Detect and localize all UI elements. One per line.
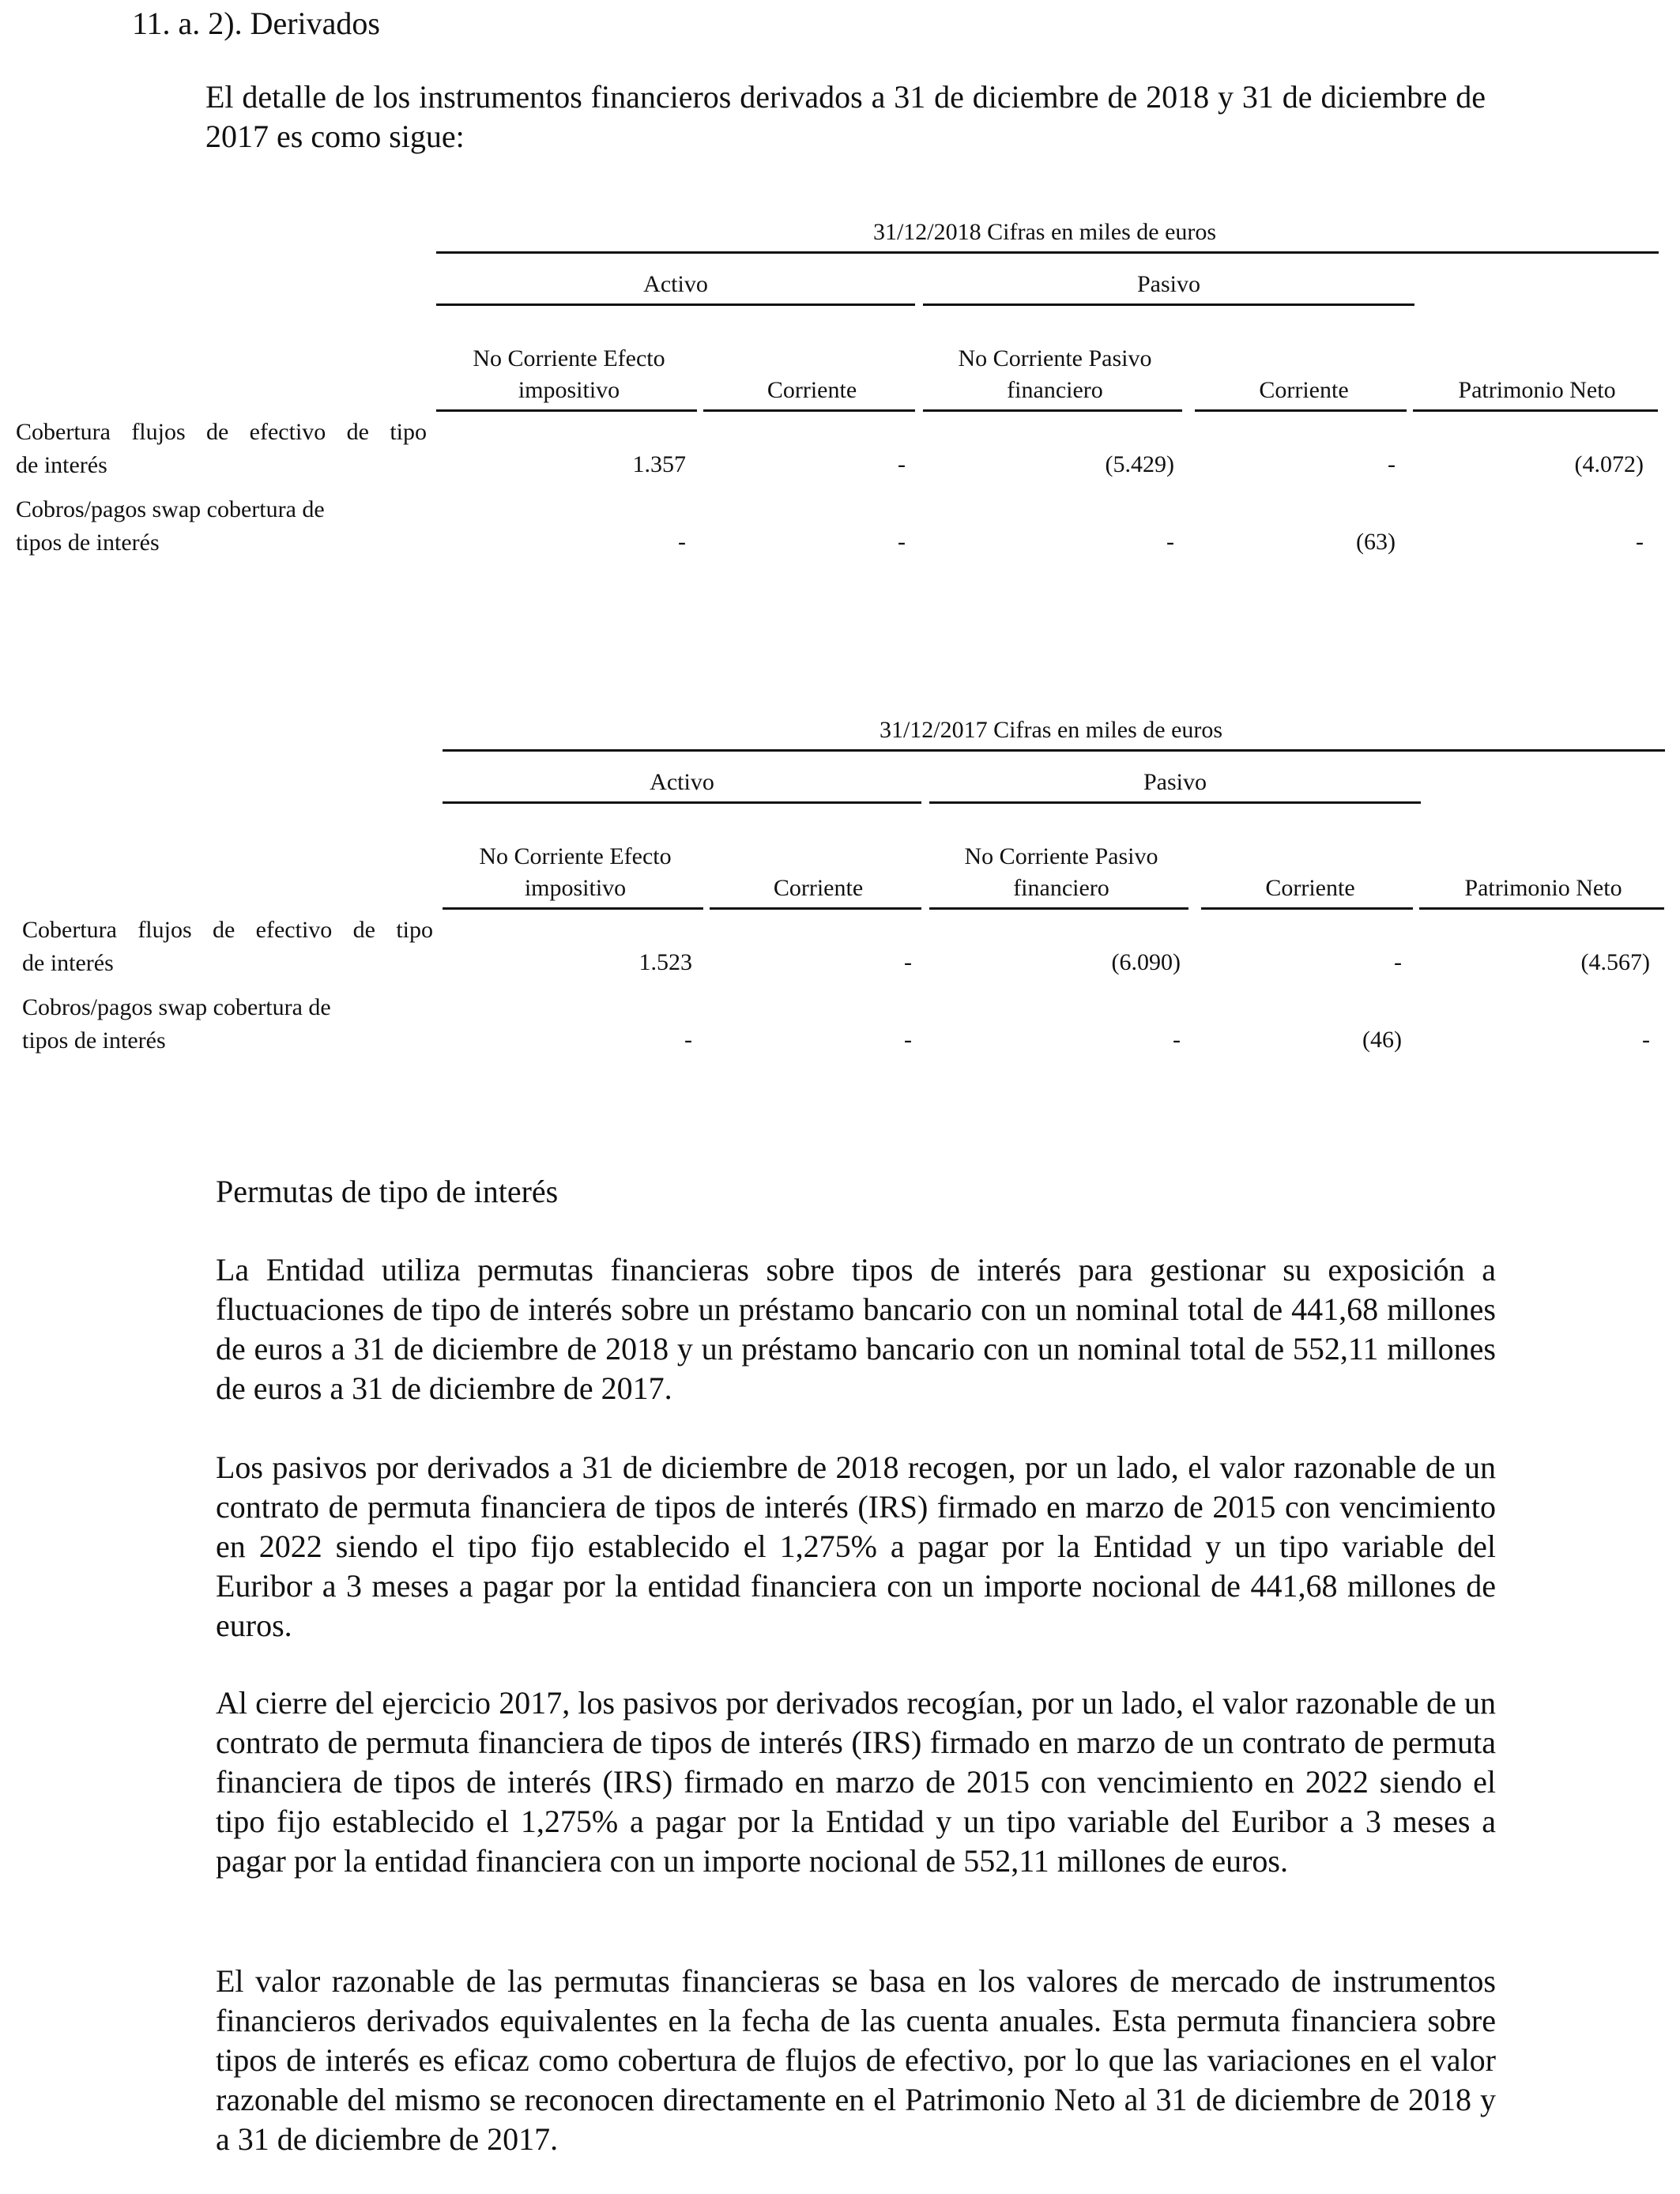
group-rule-activo [443,801,921,804]
row-label-line: Cobros/pagos swap cobertura de [22,994,331,1020]
cell-value: - [678,529,686,555]
row-label-cobros-pagos-swap [22,991,433,1057]
derivatives-table-2018 [0,213,1680,656]
col-rule [703,409,915,412]
col-header-corriente-activo: Corriente [767,377,857,403]
cell-value: - [684,1027,692,1053]
paragraph [216,1250,1496,1408]
col-rule [443,907,703,910]
row-label-line: tipos de interés [16,530,160,556]
cell-value: - [1173,1027,1181,1053]
row-label-cobertura-flujos [22,914,433,980]
col-rule [923,409,1182,412]
row-label-cobros-pagos-swap [16,493,427,560]
col-header-no-corriente-efecto-impositivo: No Corriente Efecto impositivo [473,345,665,403]
row-label-line: Cobertura flujos de efectivo de tipo [16,419,427,445]
col-header-patrimonio-neto: Patrimonio Neto [1464,875,1622,901]
cell-value: (46) [1362,1027,1402,1053]
table-title: 31/12/2018 Cifras en miles de euros [872,219,1217,245]
cell-value: - [898,529,906,555]
row-label-line: Cobertura flujos de efectivo de tipo [22,917,433,943]
paragraph-text: Los pasivos por derivados a 31 de diciembre de 2018 recogen, por un lado, el valor razonable de un contrato de permuta financiera de tipos de interés (IRS) firmado en marzo de 2015 con vencimiento en 2022 siendo el tipo fijo establecido el 1,275% a pagar por la Entidad y un tipo variable del Euribor a 3 meses a pagar por la entidad financiera con un importe nocional de 441,68 millones de euros. [216,1449,1496,1643]
cell-value: 1.523 [638,949,692,975]
col-rule [1419,907,1664,910]
row-label-cobertura-flujos [16,416,427,482]
cell-value: - [1394,949,1402,975]
intro-paragraph: El detalle de los instrumentos financieros derivados a 31 de diciembre de 2018 y 31 de diciembre de 2017 es como sigue: [205,79,1486,154]
paragraph [216,1683,1496,1881]
row-label-line: de interés [22,950,114,976]
paragraph-text: El valor razonable de las permutas financieras se basa en los valores de mercado de instrumentos financieros derivados equivalentes en la fecha de las cuenta anuales. Esta permuta financiera sobre tipos de interés es eficaz como cobertura de flujos de efectivo, por lo que las variaciones en el valor razonable del mismo se reconocen directamente en el Patrimonio Neto al 31 de diciembre de 2018 y a 31 de diciembre de 2017. [216,1963,1496,2157]
cell-value: - [1636,529,1644,555]
cell-value: - [1642,1027,1650,1053]
table-top-rule [443,749,1665,752]
paragraph-text: Al cierre del ejercicio 2017, los pasivos por derivados recogían, por un lado, el valor razonable de un contrato de permuta financiera de tipos de interés (IRS) firmado en marzo de un contrato de permuta financiera de tipos de interés (IRS) firmado en marzo de 2015 con vencimiento en 2022 siendo el tipo fijo establecido el 1,275% a pagar por la Entidad y un tipo variable del Euribor a 3 meses a pagar por la entidad financiera con un importe nocional de 552,11 millones de euros. [216,1685,1496,1879]
cell-value: - [904,1027,912,1053]
paragraph-text: La Entidad utiliza permutas financieras sobre tipos de interés para gestionar su exposición a fluctuaciones de tipo de interés sobre un préstamo bancario con un nominal total de 441,68 millones de euros a 31 de diciembre de 2018 y un préstamo bancario con un nominal total de 552,11 millones de euros a 31 de diciembre de 2017. [216,1252,1496,1406]
cell-value: (5.429) [1105,451,1174,477]
cell-value: - [1388,451,1396,477]
table-top-rule [436,251,1659,254]
col-rule [1195,409,1407,412]
col-header-no-corriente-pasivo-financiero: No Corriente Pasivo financiero [964,843,1158,901]
paragraph [216,1448,1496,1646]
col-header-corriente-pasivo: Corriente [1265,875,1355,901]
section-title: Permutas de tipo de interés [216,1174,559,1209]
cell-value: (4.072) [1574,451,1644,477]
group-header-pasivo: Pasivo [1143,769,1207,795]
col-rule [929,907,1188,910]
col-header-no-corriente-efecto-impositivo: No Corriente Efecto impositivo [479,843,672,901]
derivatives-table-2017 [6,711,1680,1154]
cell-value: - [898,451,906,477]
col-header-no-corriente-pasivo-financiero: No Corriente Pasivo financiero [958,345,1152,403]
col-rule [1201,907,1413,910]
col-rule [1413,409,1658,412]
group-rule-pasivo [929,801,1421,804]
group-header-activo: Activo [650,769,714,795]
col-header-corriente-pasivo: Corriente [1259,377,1349,403]
row-label-line: de interés [16,452,107,478]
col-rule [436,409,697,412]
cell-value: (6.090) [1111,949,1181,975]
cell-value: (63) [1356,529,1396,555]
section-heading: 11. a. 2). Derivados [132,6,380,41]
group-header-activo: Activo [643,271,708,297]
paragraph [216,1962,1496,2159]
cell-value: - [1166,529,1174,555]
row-label-line: tipos de interés [22,1027,166,1054]
col-header-patrimonio-neto: Patrimonio Neto [1458,377,1616,403]
table-title: 31/12/2017 Cifras en miles de euros [879,717,1223,743]
row-label-line: Cobros/pagos swap cobertura de [16,496,325,522]
group-header-pasivo: Pasivo [1136,271,1200,297]
col-rule [710,907,921,910]
cell-value: 1.357 [632,451,686,477]
group-rule-pasivo [923,303,1414,306]
col-header-corriente-activo: Corriente [773,875,864,901]
group-rule-activo [436,303,915,306]
cell-value: - [904,949,912,975]
cell-value: (4.567) [1580,949,1650,975]
